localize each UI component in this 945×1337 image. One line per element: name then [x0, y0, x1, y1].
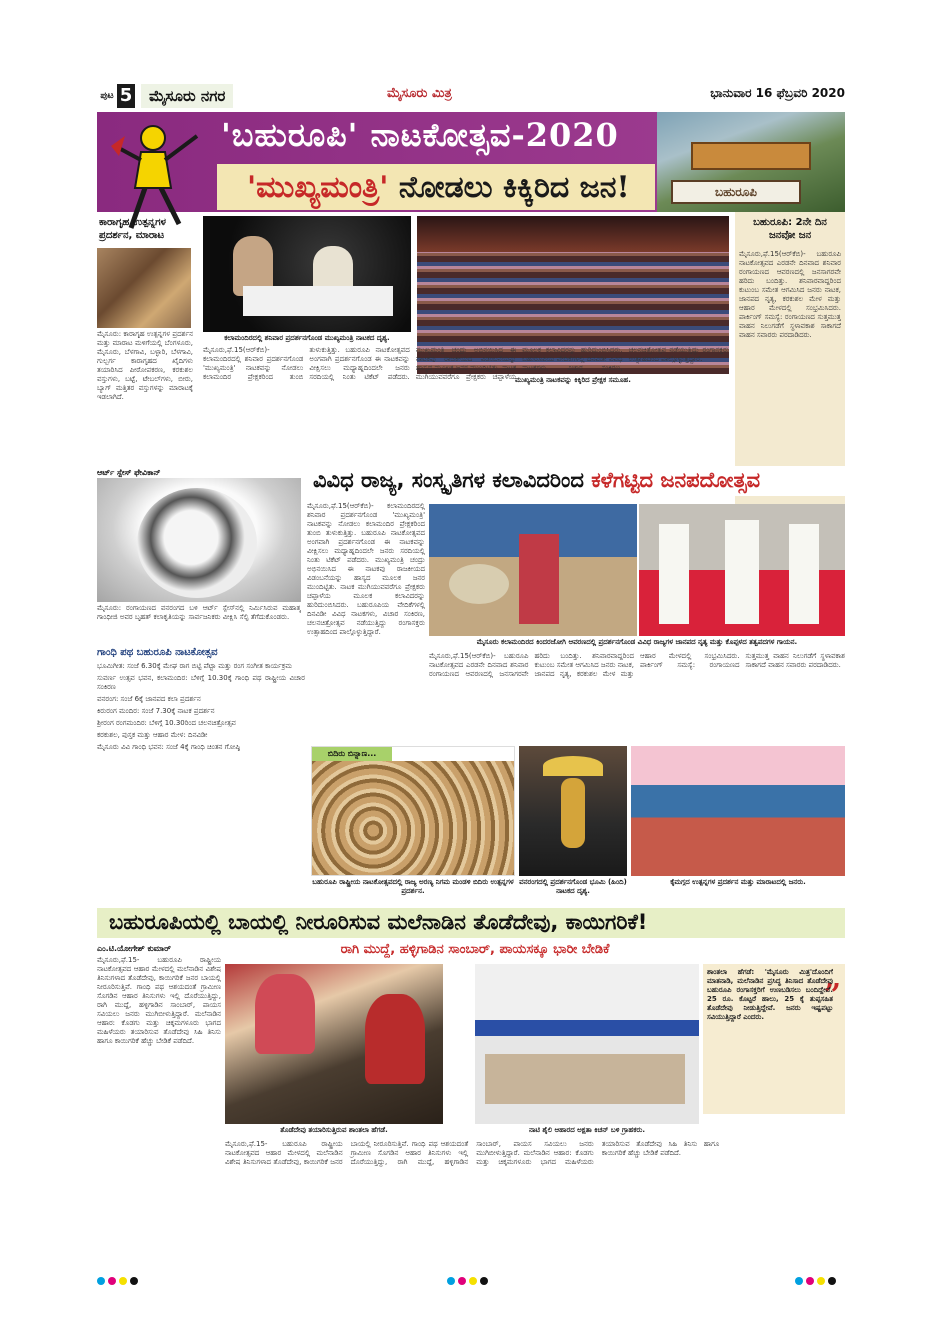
food-fair-heading: ಬಹುರೂಪಿಯಲ್ಲಿ ಬಾಯಲ್ಲಿ ನೀರೂರಿಸುವ ಮಲೆನಾಡಿನ ತೊಡೆದೇವು, ಕಾಯಿಗರಿಕೆ!: [109, 910, 648, 934]
yellow-dot: [469, 1277, 477, 1285]
folk-festival-heading: [313, 468, 760, 493]
dancer-figure: [561, 778, 585, 848]
cyan-dot: [795, 1277, 803, 1285]
black-dot: [828, 1277, 836, 1285]
bamboo-caption: ಬಹುರೂಪಿ ರಾಷ್ಟ್ರೀಯ ನಾಟಕೋತ್ಸವದಲ್ಲಿ ರಾಜ್ಯ ಅರಣ್ಯ ನಿಗಮ ಮಂಡಳಿ ಬಿದಿರು ಉತ್ಪನ್ನಗಳ ಪ್ರದರ್ಶನ.: [312, 878, 514, 895]
folk-heading-part-b: ಕಳೆಗಟ್ಟಿದ ಜನಪದೋತ್ಸವ: [591, 468, 761, 492]
woman-figure: [255, 974, 315, 1054]
schedule-item: ಕಿರುರಂಗ ಮಂದಿರ: ಸಂಜೆ 7.30ಕ್ಕೆ ನಾಟಕ ಪ್ರದರ್ಶನ: [97, 707, 215, 715]
singer-figure: [659, 524, 689, 624]
registration-marks: [97, 1270, 147, 1280]
schedule-item: ವನರಂಗ: ಸಂಜೆ 6ಕ್ಕೆ ಜಾನಪದ ಕಲಾ ಪ್ರದರ್ಶನ: [97, 695, 201, 703]
schedule-list: [97, 662, 305, 755]
prison-products-photo: [97, 248, 191, 328]
registration-marks: [447, 1270, 497, 1280]
stage-prop: [243, 286, 393, 316]
black-dot: [130, 1277, 138, 1285]
banner-subtitle-highlight: 'ಮುಖ್ಯಮಂತ್ರಿ': [247, 170, 389, 205]
gandhi-portrait: [137, 488, 257, 598]
food-stall-photo: [475, 964, 699, 1124]
stage-photo-caption: ಕಲಾಮಂದಿರದಲ್ಲಿ ಶನಿವಾರ ಪ್ರದರ್ಶನಗೊಂಡ ಮುಖ್ಯಮಂತ್ರಿ ನಾಟಕದ ದೃಶ್ಯ.: [224, 334, 390, 342]
prison-products-caption: ಮೈಸೂರು: ಕಾರಾಗೃಹ ಉತ್ಪನ್ನಗಳ ಪ್ರದರ್ಶನ ಮತ್ತು ಮಾರಾಟ ಮಳಿಗೆಯಲ್ಲಿ ಬೆಂಗಳೂರು, ಮೈಸೂರು, ಬೆಳಗಾವಿ, ಬಳ್ಳಾರಿ, ಬೆಳಗಾವಿ, ಗುಲ್ಬರ್ಗ ಕಾರಾಗೃಹದ ಖೈದಿಗಳು ತಯಾರಿಸಿದ ಪೀಠೋಪಕರಣ, ಕರಕುಶಲ ವಸ್ತುಗಳು, ಬಟ್ಟೆ, ಟೇಬಲ್‌ಗಳು, ಬೀರು, ಬ್ಯಾಗ್ ಮತ್ತಿತರ ವಸ್ತುಗಳನ್ನು ಮಾರಾಟಕ್ಕೆ ಇಡಲಾಗಿದೆ.: [97, 330, 193, 401]
food-stall-caption: ನಾಟಿ ಶೈಲಿ ಆಹಾರದ ಅಕ್ಷತಾ ಕಿಚನ್ ಬಳಿ ಗ್ರಾಹಕರು.: [529, 1126, 645, 1134]
bhoomi-play-caption: ವನರಂಗದಲ್ಲಿ ಪ್ರದರ್ಶನಗೊಂಡ ಭೂಮಿ (ಹಿಂದಿ) ನಾಟಕದ ದೃಶ್ಯ.: [519, 878, 627, 895]
schedule-item: ಸುವರ್ಣ ಉತ್ಸವ ಭವನ, ಕಲಾಮಂದಿರ: ಬೆಳಿಗ್ಗೆ 10.30ಕ್ಕೆ ಗಾಂಧಿ ಪಥ ರಾಷ್ಟ್ರೀಯ ವಿಚಾರ ಸಂಕಿರಣ: [97, 674, 305, 691]
folk-heading-part-a: ವಿವಿಧ ರಾಜ್ಯ, ಸಂಸ್ಕೃತಿಗಳ ಕಲಾವಿದರಿಂದ: [313, 468, 592, 492]
drum-shape: [449, 564, 509, 604]
schedule-item: ಮೈಸೂರು ವಿವಿ ಗಾಂಧಿ ಭವನ: ಸಂಜೆ 4ಕ್ಕೆ ಗಾಂಧಿ ಚಿಂತನ ಗೋಷ್ಠಿ: [97, 743, 240, 751]
singer-figure: [789, 524, 819, 624]
black-dot: [480, 1277, 488, 1285]
handloom-caption: ಕೈಮಗ್ಗದ ಉತ್ಪನ್ನಗಳ ಪ್ರದರ್ಶನ ಮತ್ತು ಮಾರಾಟದಲ್ಲಿ ಜನರು.: [670, 878, 806, 886]
newspaper-page: [97, 80, 845, 1280]
food-story-continued: ಮೈಸೂರು,ಫೆ.15- ಬಹುರೂಪಿ ರಾಷ್ಟ್ರೀಯ ನಾಟಕೋತ್ಸವದ ಆಹಾರ ಮೇಳದಲ್ಲಿ ಮಲೆನಾಡಿನ ವಿಶೇಷ ತಿನಿಸುಗಳಾದ ತೊಡೆದೇವು, ಕಾಯಿಗರಿಕೆ ಜನರ ಬಾಯಲ್ಲಿ ನೀರೂರಿಸುತ್ತಿವೆ. ಗಾಂಧಿ ಪಥ ಆಶಯದಂತೆ ಗ್ರಾಮೀಣ ಸೊಗಡಿನ ಆಹಾರ ತಿನಿಸುಗಳು ಇಲ್ಲಿ ದೊರೆಯುತ್ತಿದ್ದು, ರಾಗಿ ಮುದ್ದೆ, ಹಳ್ಳಿಗಾಡಿನ ಸಾಂಬಾರ್, ಪಾಯಸ ಸವಿಯಲು ಜನರು ಮುಗಿಬೀಳುತ್ತಿದ್ದಾರೆ. ಮಲೆನಾಡಿನ ಆಹಾರ: ಕೊಡಗು ಮತ್ತು ಚಿಕ್ಕಮಗಳೂರು ಭಾಗದ ಮಹಿಳೆಯರು ತಯಾರಿಸುವ ತೊಡೆದೇವು ಸಿಹಿ ತಿನಿಸು ಹಾಗೂ ಕಾಯಿಗರಿಕೆ ಹೆಚ್ಚು ಬೇಡಿಕೆ ಪಡೆದಿದೆ.: [225, 1140, 720, 1166]
baskets-image: [312, 761, 515, 876]
gate-shape: [691, 142, 811, 170]
gandhi-art-caption: ಮೈಸೂರು: ರಂಗಾಯಣದ ವನರಂಗದ ಬಳಿ ಆರ್ಟ್ ಸ್ಪೇಸ್‌ನಲ್ಲಿ ನಿರ್ಮಿಸಿರುವ ಮಹಾತ್ಮ ಗಾಂಧೀಜಿ ಅವರ ಬೃಹತ್ ಕಲಾಕೃತಿಯನ್ನು ಸಾರ್ವಜನಿಕರು ವೀಕ್ಷಿಸಿ ಸೆಲ್ಫಿ ತೆಗೆದುಕೊಂಡರು.: [97, 604, 301, 621]
registration-marks: [795, 1270, 845, 1280]
day2-crowd-text: ಮೈಸೂರು,ಫೆ.15(ಆರ್‌ಕೆಬಿ)- ಬಹುರೂಪಿ ನಾಟಕೋತ್ಸವದ ಎರಡನೇ ದಿನವಾದ ಶನಿವಾರ ರಂಗಾಯಣದ ಆವರಣದಲ್ಲಿ ಜನಸಾಗರವೇ ಹರಿದು ಬಂದಿತ್ತು. ಶನಿವಾರವಾದ್ದರಿಂದ ಕುಟುಂಬ ಸಮೇತ ಆಗಮಿಸಿದ ಜನರು ನಾಟಕ, ಜಾನಪದ ನೃತ್ಯ, ಕರಕುಶಲ ಮೇಳ ಮತ್ತು ಆಹಾರ ಮೇಳದಲ್ಲಿ ಸಂಭ್ರಮಿಸಿದರು. ಪಾರ್ಕಿಂಗ್ ಸಮಸ್ಯೆ: ರಂಗಾಯಣದ ಸುತ್ತಮುತ್ತ ವಾಹನ ನಿಲುಗಡೆಗೆ ಸ್ಥಳಾವಕಾಶ ಸಾಕಾಗದೆ ವಾಹನ ಸವಾರರು ಪರದಾಡಿದರು.: [739, 250, 841, 339]
woman-figure: [365, 994, 425, 1084]
stall-counter: [485, 1054, 685, 1104]
yellow-dot: [817, 1277, 825, 1285]
cyan-dot: [447, 1277, 455, 1285]
food-fair-subheading: ರಾಗಿ ಮುದ್ದೆ, ಹಳ್ಳಿಗಾಡಿನ ಸಾಂಬಾರ್, ಪಾಯಸಕ್ಕೂ ಭಾರೀ ಬೇಡಿಕೆ: [340, 942, 610, 957]
bhoomi-play-photo: [519, 746, 627, 876]
yellow-dot: [119, 1277, 127, 1285]
page-label: ಪುಟ: [97, 86, 117, 106]
folk-dance-photo: [429, 504, 637, 636]
main-story-text: ಮೈಸೂರು,ಫೆ.15(ಆರ್‌ಕೆಬಿ)- ಕಲಾಮಂದಿರದಲ್ಲಿ ಶನಿವಾರ ಪ್ರದರ್ಶನಗೊಂಡ 'ಮುಖ್ಯಮಂತ್ರಿ' ನಾಟಕವನ್ನು ನೋಡಲು ಕಲಾಮಂದಿರ ಪ್ರೇಕ್ಷಕರಿಂದ ತುಂಬಿ ತುಳುಕುತ್ತಿತ್ತು. ಬಹುರೂಪಿ ನಾಟಕೋತ್ಸವದ ಅಂಗವಾಗಿ ಪ್ರದರ್ಶನಗೊಂಡ ಈ ನಾಟಕವನ್ನು ವೀಕ್ಷಿಸಲು ಮಧ್ಯಾಹ್ನದಿಂದಲೇ ಜನರು ಸರದಿಯಲ್ಲಿ ನಿಂತು ಟಿಕೆಟ್ ಪಡೆದರು. ಮುಖ್ಯಮಂತ್ರಿ ಚಂದ್ರು ಅಭಿನಯಿಸಿದ ಈ ನಾಟಕವು ರಾಜಕೀಯದ ವಿಡಂಬನೆಯನ್ನು ಹಾಸ್ಯದ ಮೂಲಕ ಜನರ ಮುಂದಿಟ್ಟಿತು. ನಾಟಕ ಮುಗಿಯುವವರೆಗೂ ಪ್ರೇಕ್ಷಕರು ಚಪ್ಪಾಳೆಯ ಮೂಲಕ ಕಲಾವಿದರನ್ನು ಹುರಿದುಂಬಿಸಿದರು. ಬಹುರೂಪಿಯ ವೇದಿಕೆಗಳಲ್ಲಿ ದಿನವಿಡೀ ವಿವಿಧ ನಾಟಕಗಳು, ವಿಚಾರ ಸಂಕಿರಣ, ಚಲನಚಿತ್ರೋತ್ಸವ ನಡೆಯುತ್ತಿದ್ದು ರಂಗಾಸಕ್ತರು ಉತ್ಸಾಹದಿಂದ ಪಾಲ್ಗೊಳ್ಳುತ್ತಿದ್ದಾರೆ.: [203, 346, 729, 381]
food-fair-heading-band: [97, 908, 845, 938]
quote-box: [703, 964, 845, 1114]
gate-sign: ಬಹುರೂಪಿ: [671, 180, 801, 204]
banner-subtitle: [247, 170, 630, 205]
section-name: ಮೈಸೂರು ನಗರ: [141, 84, 233, 108]
todedevu-caption: ತೊಡೆದೇವು ತಯಾರಿಸುತ್ತಿರುವ ಶಾಂತಲಾ ಹೆಗಡೆ.: [280, 1126, 388, 1134]
umbrella-shape: [543, 756, 603, 776]
dancer-figure: [519, 534, 559, 624]
prison-products-heading: ಕಾರಾಗೃಹ ಉತ್ಪನ್ನಗಳ ಪ್ರದರ್ಶನ, ಮಾರಾಟ: [99, 217, 166, 241]
bamboo-tag: ಬಿದಿರು ಬಿನ್ನಾಣ...: [312, 747, 392, 761]
folk-story-continued: ಮೈಸೂರು,ಫೆ.15(ಆರ್‌ಕೆಬಿ)- ಬಹುರೂಪಿ ನಾಟಕೋತ್ಸವದ ಎರಡನೇ ದಿನವಾದ ಶನಿವಾರ ರಂಗಾಯಣದ ಆವರಣದಲ್ಲಿ ಜನಸಾಗರವೇ ಹರಿದು ಬಂದಿತ್ತು. ಶನಿವಾರವಾದ್ದರಿಂದ ಕುಟುಂಬ ಸಮೇತ ಆಗಮಿಸಿದ ಜನರು ನಾಟಕ, ಜಾನಪದ ನೃತ್ಯ, ಕರಕುಶಲ ಮೇಳ ಮತ್ತು ಆಹಾರ ಮೇಳದಲ್ಲಿ ಸಂಭ್ರಮಿಸಿದರು. ಪಾರ್ಕಿಂಗ್ ಸಮಸ್ಯೆ: ರಂಗಾಯಣದ ಸುತ್ತಮುತ್ತ ವಾಹನ ನಿಲುಗಡೆಗೆ ಸ್ಥಳಾವಕಾಶ ಸಾಕಾಗದೆ ವಾಹನ ಸವಾರರು ಪರದಾಡಿದರು.: [429, 652, 845, 678]
festival-banner: [97, 112, 845, 212]
page-number: 5: [117, 84, 135, 108]
byline: ಎಂ.ಟಿ.ಯೋಗೇಶ್ ಕುಮಾರ್: [97, 944, 171, 953]
magenta-dot: [806, 1277, 814, 1285]
handloom-stall-photo: [631, 746, 845, 876]
magenta-dot: [458, 1277, 466, 1285]
page-header: [97, 80, 845, 110]
cyan-dot: [97, 1277, 105, 1285]
folk-festival-heading-band: [311, 466, 845, 496]
banner-title: 'ಬಹುರೂಪಿ' ನಾಟಕೋತ್ಸವ-2020: [221, 116, 619, 154]
tatvapada-singers-photo: [639, 504, 845, 636]
quote-mark-icon: ”: [823, 978, 841, 1013]
masthead-logo: ಮೈಸೂರು ಮಿತ್ರ: [387, 86, 452, 101]
day2-crowd-heading: ಬಹುರೂಪಿ: 2ನೇ ದಿನ ಜನವೋ ಜನ: [753, 217, 827, 241]
schedule-item: ಶ್ರೀರಂಗ ರಂಗಮಂದಿರ: ಬೆಳಿಗ್ಗೆ 10.30ರಿಂದ ಚಲನಚಿತ್ರೋತ್ಸವ: [97, 719, 236, 727]
food-story-text: ಮೈಸೂರು,ಫೆ.15- ಬಹುರೂಪಿ ರಾಷ್ಟ್ರೀಯ ನಾಟಕೋತ್ಸವದ ಆಹಾರ ಮೇಳದಲ್ಲಿ ಮಲೆನಾಡಿನ ವಿಶೇಷ ತಿನಿಸುಗಳಾದ ತೊಡೆದೇವು, ಕಾಯಿಗರಿಕೆ ಜನರ ಬಾಯಲ್ಲಿ ನೀರೂರಿಸುತ್ತಿವೆ. ಗಾಂಧಿ ಪಥ ಆಶಯದಂತೆ ಗ್ರಾಮೀಣ ಸೊಗಡಿನ ಆಹಾರ ತಿನಿಸುಗಳು ಇಲ್ಲಿ ದೊರೆಯುತ್ತಿದ್ದು, ರಾಗಿ ಮುದ್ದೆ, ಹಳ್ಳಿಗಾಡಿನ ಸಾಂಬಾರ್, ಪಾಯಸ ಸವಿಯಲು ಜನರು ಮುಗಿಬೀಳುತ್ತಿದ್ದಾರೆ. ಮಲೆನಾಡಿನ ಆಹಾರ: ಕೊಡಗು ಮತ್ತು ಚಿಕ್ಕಮಗಳೂರು ಭಾಗದ ಮಹಿಳೆಯರು ತಯಾರಿಸುವ ತೊಡೆದೇವು ಸಿಹಿ ತಿನಿಸು ಹಾಗೂ ಕಾಯಿಗರಿಕೆ ಹೆಚ್ಚು ಬೇಡಿಕೆ ಪಡೆದಿದೆ.: [97, 956, 221, 1045]
bamboo-products-photo: [311, 746, 515, 876]
folk-story-text: ಮೈಸೂರು,ಫೆ.15(ಆರ್‌ಕೆಬಿ)- ಕಲಾಮಂದಿರದಲ್ಲಿ ಶನಿವಾರ ಪ್ರದರ್ಶನಗೊಂಡ 'ಮುಖ್ಯಮಂತ್ರಿ' ನಾಟಕವನ್ನು ನೋಡಲು ಕಲಾಮಂದಿರ ಪ್ರೇಕ್ಷಕರಿಂದ ತುಂಬಿ ತುಳುಕುತ್ತಿತ್ತು. ಬಹುರೂಪಿ ನಾಟಕೋತ್ಸವದ ಅಂಗವಾಗಿ ಪ್ರದರ್ಶನಗೊಂಡ ಈ ನಾಟಕವನ್ನು ವೀಕ್ಷಿಸಲು ಮಧ್ಯಾಹ್ನದಿಂದಲೇ ಜನರು ಸರದಿಯಲ್ಲಿ ನಿಂತು ಟಿಕೆಟ್ ಪಡೆದರು. ಮುಖ್ಯಮಂತ್ರಿ ಚಂದ್ರು ಅಭಿನಯಿಸಿದ ಈ ನಾಟಕವು ರಾಜಕೀಯದ ವಿಡಂಬನೆಯನ್ನು ಹಾಸ್ಯದ ಮೂಲಕ ಜನರ ಮುಂದಿಟ್ಟಿತು. ನಾಟಕ ಮುಗಿಯುವವರೆಗೂ ಪ್ರೇಕ್ಷಕರು ಚಪ್ಪಾಳೆಯ ಮೂಲಕ ಕಲಾವಿದರನ್ನು ಹುರಿದುಂಬಿಸಿದರು. ಬಹುರೂಪಿಯ ವೇದಿಕೆಗಳಲ್ಲಿ ದಿನವಿಡೀ ವಿವಿಧ ನಾಟಕಗಳು, ವಿಚಾರ ಸಂಕಿರಣ, ಚಲನಚಿತ್ರೋತ್ಸವ ನಡೆಯುತ್ತಿದ್ದು ರಂಗಾಸಕ್ತರು ಉತ್ಸಾಹದಿಂದ ಪಾಲ್ಗೊಳ್ಳುತ್ತಿದ್ದಾರೆ.: [307, 502, 425, 636]
todedevu-making-photo: [225, 964, 443, 1124]
mukhyamantri-stage-photo: [203, 216, 411, 332]
folk-photos-caption: ಮೈಸೂರು ಕಲಾಮಂದಿರದ ಕಿಂದರಜೋಗಿ ಆವರಣದಲ್ಲಿ ಪ್ರದರ್ಶನಗೊಂಡ ವಿವಿಧ ರಾಜ್ಯಗಳ ಜಾನಪದ ನೃತ್ಯ ಮತ್ತು ಕೊಪ್ಪಳದ ತತ್ವಪದಗಳ ಗಾಯನ.: [476, 638, 798, 646]
art-space-tag: ಆರ್ಟ್ ಸ್ಪೇಸ್ ಫೇವಿಕಾನ್: [97, 468, 161, 477]
singer-figure: [725, 520, 759, 624]
magenta-dot: [108, 1277, 116, 1285]
quote-text: ಶಾಂತಲಾ ಹೆಗಡೆ: 'ಮೈಸೂರು ಮಿತ್ರ'ದೊಂದಿಗೆ ಮಾತನಾಡಿ, ಮಲೆನಾಡಿನ ಪ್ರಸಿದ್ಧ ತಿನಿಸಾದ ತೊಡೆದೇವು ಬಹುರೂಪಿ ರಂಗಾಸಕ್ತರಿಗೆ ಉಣಬಡಿಸಲು ಬಂದಿದ್ದೇವೆ. 25 ರೂ. ಕೊಟ್ಟರೆ ಹಾಲು, 25 ಕ್ಕೆ ತುಪ್ಪಸಹಿತ ತೊಡೆದೇವು ನೀಡುತ್ತಿದ್ದೇವೆ. ಜನರು ಇಷ್ಟಪಟ್ಟು ಸವಿಯುತ್ತಿದ್ದಾರೆ ಎಂದರು.: [707, 968, 833, 1021]
schedule-item: ಭೂಮಿಗೀತ: ಸಂಜೆ 6.30ಕ್ಕೆ ಮೇಘ ರಾಗ ಬಿಟ್ಟಿ ಪೆಟ್ಟಾ ಮತ್ತು ರಂಗ ಸಂಗೀತ ಕಾರ್ಯಕ್ರಮ: [97, 662, 292, 670]
gandhi-art-photo: [97, 478, 301, 602]
rangayana-gate-photo: [657, 112, 845, 212]
dateline: ಭಾನುವಾರ 16 ಫೆಬ್ರವರಿ 2020: [710, 86, 845, 100]
schedule-item: ಕರಕುಶಲ, ಪುಸ್ತಕ ಮತ್ತು ಆಹಾರ ಮೇಳ: ದಿನವಿಡೀ: [97, 731, 208, 739]
banner-subtitle-rest: ನೋಡಲು ಕಿಕ್ಕಿರಿದ ಜನ!: [388, 170, 630, 205]
audience-photo-caption: ಮುಖ್ಯಮಂತ್ರಿ ನಾಟಕವನ್ನು ಕಿಕ್ಕಿರಿದ ಪ್ರೇಕ್ಷಕ ಸಮೂಹ.: [515, 376, 631, 384]
schedule-heading: ಗಾಂಧಿ ಪಥ ಬಹುರೂಪಿ ನಾಟಕೋತ್ಸವ: [97, 647, 218, 658]
